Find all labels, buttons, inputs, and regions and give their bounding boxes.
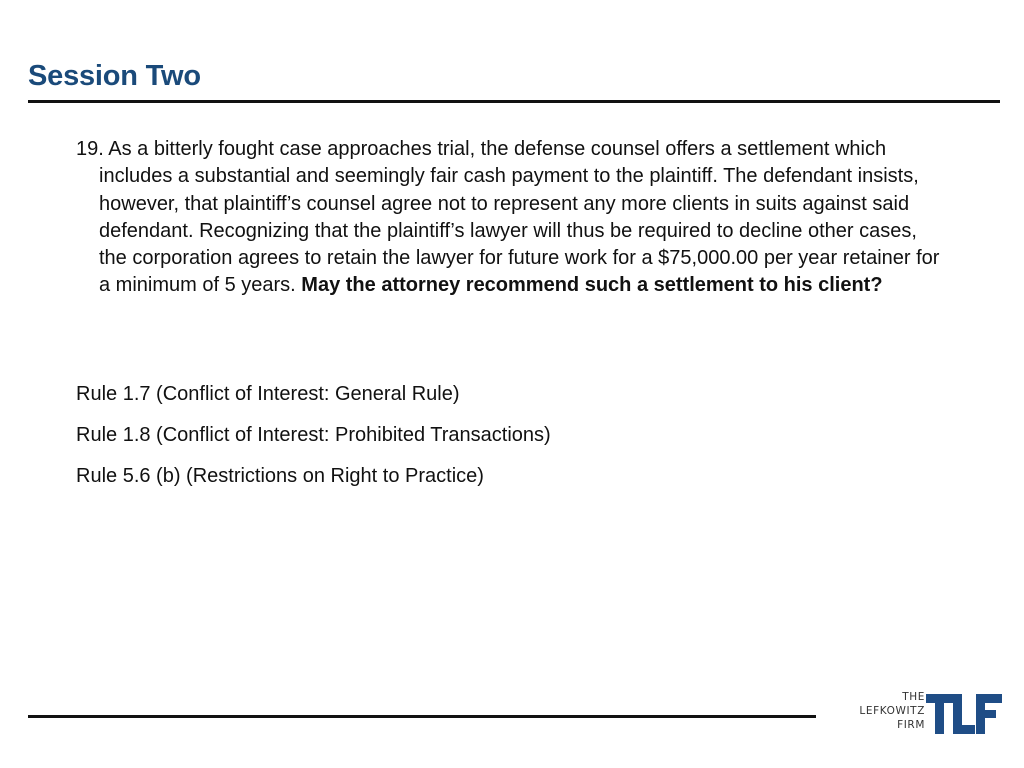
question-paragraph	[76, 136, 946, 300]
footer-divider	[28, 715, 816, 718]
firm-logo	[838, 690, 1003, 738]
logo-line-firm: FIRM	[897, 719, 925, 731]
rule-item: Rule 1.8 (Conflict of Interest: Prohibited Transactions)	[76, 424, 551, 446]
rule-item: Rule 5.6 (b) (Restrictions on Right to Practice)	[76, 465, 484, 487]
logo-wordmark	[859, 690, 925, 732]
tlf-logo-icon	[926, 692, 1002, 736]
title-divider	[28, 100, 1000, 103]
logo-line-lefkowitz: LEFKOWITZ	[859, 705, 925, 717]
slide-title: Session Two	[28, 60, 201, 92]
rule-item: Rule 1.7 (Conflict of Interest: General Rule)	[76, 383, 460, 405]
rules-list	[76, 380, 551, 503]
question-emphasis: May the attorney recommend such a settlement to his client?	[301, 274, 883, 297]
question-text: 19. As a bitterly fought case approaches trial, the defense counsel offers a settlement which includes a substantial and seemingly fair cash payment to the plaintiff. The defendant insists, however, that plaintiff’s counsel agree not to represent any more clients in suits against said defendant. Recognizing that the plaintiff’s lawyer will thus be required to decline other cases, the corporation agrees to retain the lawyer for future work for a $75,000.00 per year retainer for a minimum of 5 years.	[76, 138, 940, 297]
logo-line-the: THE	[902, 691, 925, 703]
